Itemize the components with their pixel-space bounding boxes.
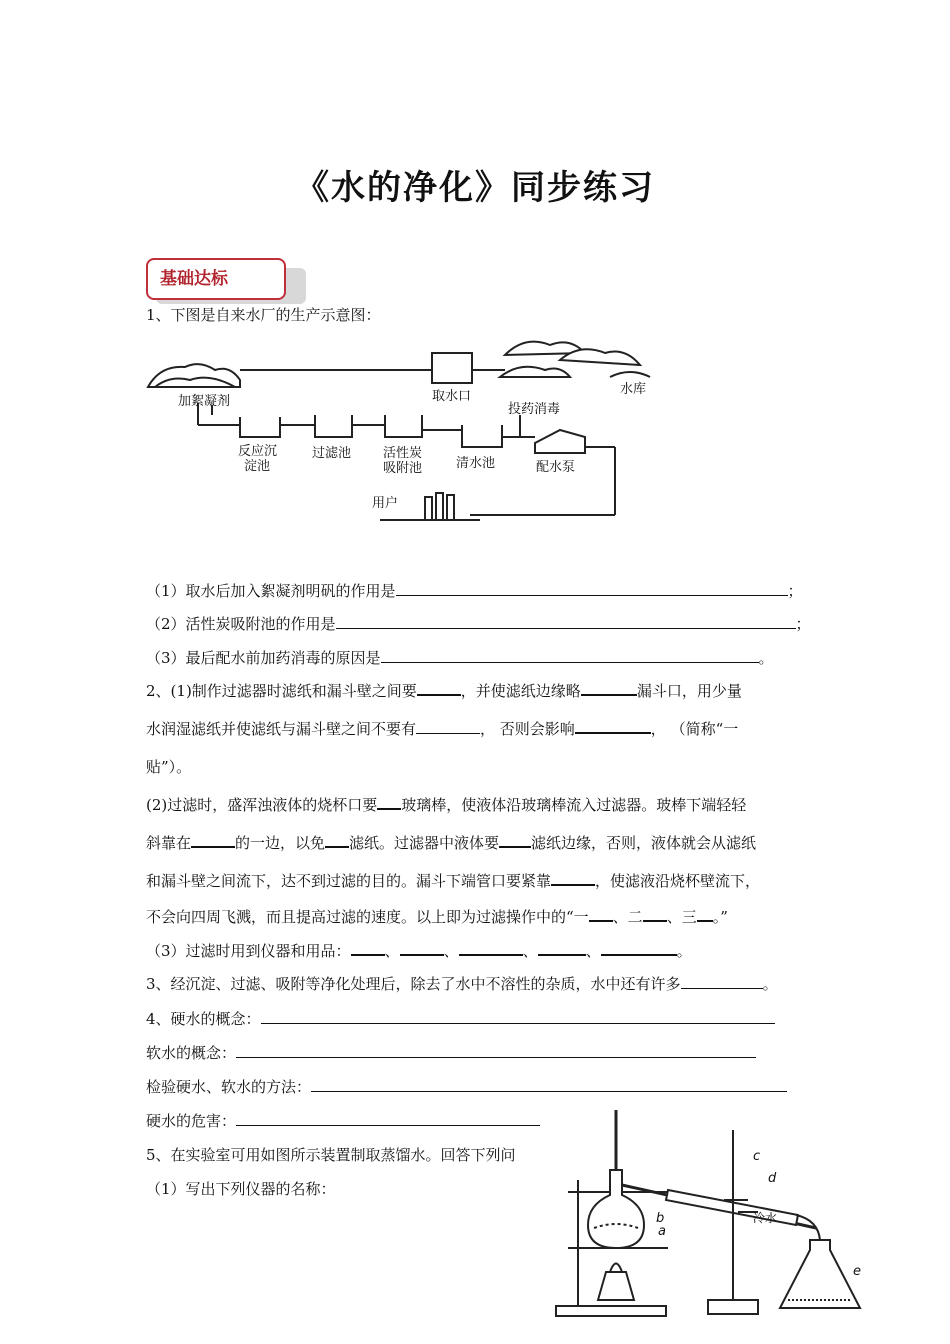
q2-blank-5[interactable]	[377, 794, 401, 810]
q4-harm: 硬水的危害：	[146, 1110, 540, 1131]
q2-blank-8[interactable]	[499, 832, 531, 848]
label-e: e	[853, 1264, 861, 1279]
label-carbon-1: 活性炭	[383, 446, 423, 461]
label-carbon-2: 吸附池	[383, 461, 423, 476]
q2-line-2: 水润湿滤纸并使滤纸与漏斗壁之间不要有 ， 否则会影响 ， （简称“一	[146, 720, 739, 738]
section-badge: 基础达标	[146, 258, 286, 300]
q1-part-3-label: （3）最后配水前加药消毒的原因是	[146, 649, 381, 667]
label-a: a	[658, 1224, 666, 1239]
label-filter: 过滤池	[312, 446, 352, 461]
q2-blank-6[interactable]	[191, 832, 235, 848]
q1-part-3	[146, 647, 774, 668]
q4-harm-blank[interactable]	[236, 1111, 540, 1126]
q1-part-2-blank[interactable]	[336, 614, 796, 629]
q2-line-8: （3）过滤时用到仪器和用品： 、 、 、 、 。	[146, 942, 692, 960]
label-intake: 取水口	[432, 389, 472, 404]
q2-blank-9[interactable]	[551, 870, 595, 886]
q3-blank[interactable]	[681, 974, 763, 989]
q2-blank-13[interactable]	[351, 940, 385, 956]
q4-hard-blank[interactable]	[261, 1009, 775, 1024]
label-b: b	[656, 1211, 665, 1226]
q2-line-7: 不会向四周飞溅，而且提高过滤的速度。以上即为过滤操作中的“一 、二 、三 。”	[146, 908, 728, 926]
question-5-part-1: （1）写出下列仪器的名称：	[146, 1180, 336, 1198]
q2-blank-14[interactable]	[400, 940, 444, 956]
page-title: 《水的净化》同步练习	[295, 168, 655, 208]
q1-part-2-end: ；	[795, 615, 811, 633]
q2-blank-15[interactable]	[459, 940, 523, 956]
label-coagulant: 加絮凝剂	[178, 394, 231, 409]
q1-part-1-end: ；	[787, 582, 803, 600]
q2-blank-3[interactable]	[416, 719, 480, 734]
question-3: 3、经沉淀、过滤、吸附等净化处理后，除去了水中不溶性的杂质，水中还有许多 。	[146, 975, 778, 993]
q4-soft-water: 软水的概念：	[146, 1042, 756, 1063]
q1-part-3-end: 。	[758, 649, 774, 667]
water-plant-diagram	[140, 325, 680, 530]
q4-hard-water: 4、硬水的概念：	[146, 1008, 775, 1029]
label-reservoir: 水库	[620, 382, 647, 397]
q4-test-blank[interactable]	[311, 1077, 787, 1092]
q2-blank-17[interactable]	[601, 940, 677, 956]
q2-blank-1[interactable]	[417, 680, 461, 696]
label-user: 用户	[372, 496, 399, 511]
label-clear-pool: 清水池	[456, 456, 496, 471]
q2-blank-12[interactable]	[697, 906, 713, 922]
q1-part-1	[146, 580, 803, 601]
q4-soft-blank[interactable]	[236, 1043, 756, 1058]
q1-part-2	[146, 613, 811, 634]
label-reaction-2: 淀池	[244, 459, 271, 474]
label-c: c	[753, 1149, 761, 1164]
label-d: d	[768, 1171, 777, 1186]
q2-blank-4[interactable]	[575, 718, 651, 734]
q2-line-6: 和漏斗壁之间流下，达不到过滤的目的。漏斗下端管口要紧靠 ，使滤液沿烧杯壁流下，	[146, 872, 761, 890]
q1-part-1-label: （1）取水后加入絮凝剂明矾的作用是	[146, 582, 396, 600]
q2-line-3: 贴”）。	[146, 758, 192, 776]
q2-line-4: (2)过滤时，盛浑浊液体的烧杯口要 玻璃棒，使液体沿玻璃棒流入过滤器。玻棒下端轻轻	[146, 796, 747, 814]
q4-test-method: 检验硬水、软水的方法：	[146, 1076, 787, 1097]
q2-blank-11[interactable]	[643, 906, 667, 922]
q2-blank-2[interactable]	[581, 680, 637, 696]
label-reaction-1: 反应沉	[238, 444, 278, 459]
label-disinfect: 投药消毒	[508, 402, 561, 417]
q1-part-2-label: （2）活性炭吸附池的作用是	[146, 615, 336, 633]
label-cold-water: 冷水	[753, 1211, 778, 1225]
question-1-stem: 1、下图是自来水厂的生产示意图：	[146, 306, 381, 324]
q2-line-5: 斜靠在 的一边，以免 滤纸。过滤器中液体要 滤纸边缘，否则，液体就会从滤纸	[146, 834, 757, 852]
q2-blank-16[interactable]	[538, 940, 586, 956]
q2-blank-7[interactable]	[325, 832, 349, 848]
label-pump: 配水泵	[536, 460, 576, 475]
q1-part-1-blank[interactable]	[396, 581, 788, 596]
question-5-stem: 5、在实验室可用如图所示装置制取蒸馏水。回答下列问	[146, 1146, 516, 1164]
q2-line-1: 2、(1)制作过滤器时滤纸和漏斗壁之间要 ，并使滤纸边缘略 漏斗口，用少量	[146, 682, 742, 700]
q1-part-3-blank[interactable]	[381, 648, 759, 663]
q2-blank-10[interactable]	[589, 906, 613, 922]
distillation-apparatus	[548, 1100, 878, 1320]
